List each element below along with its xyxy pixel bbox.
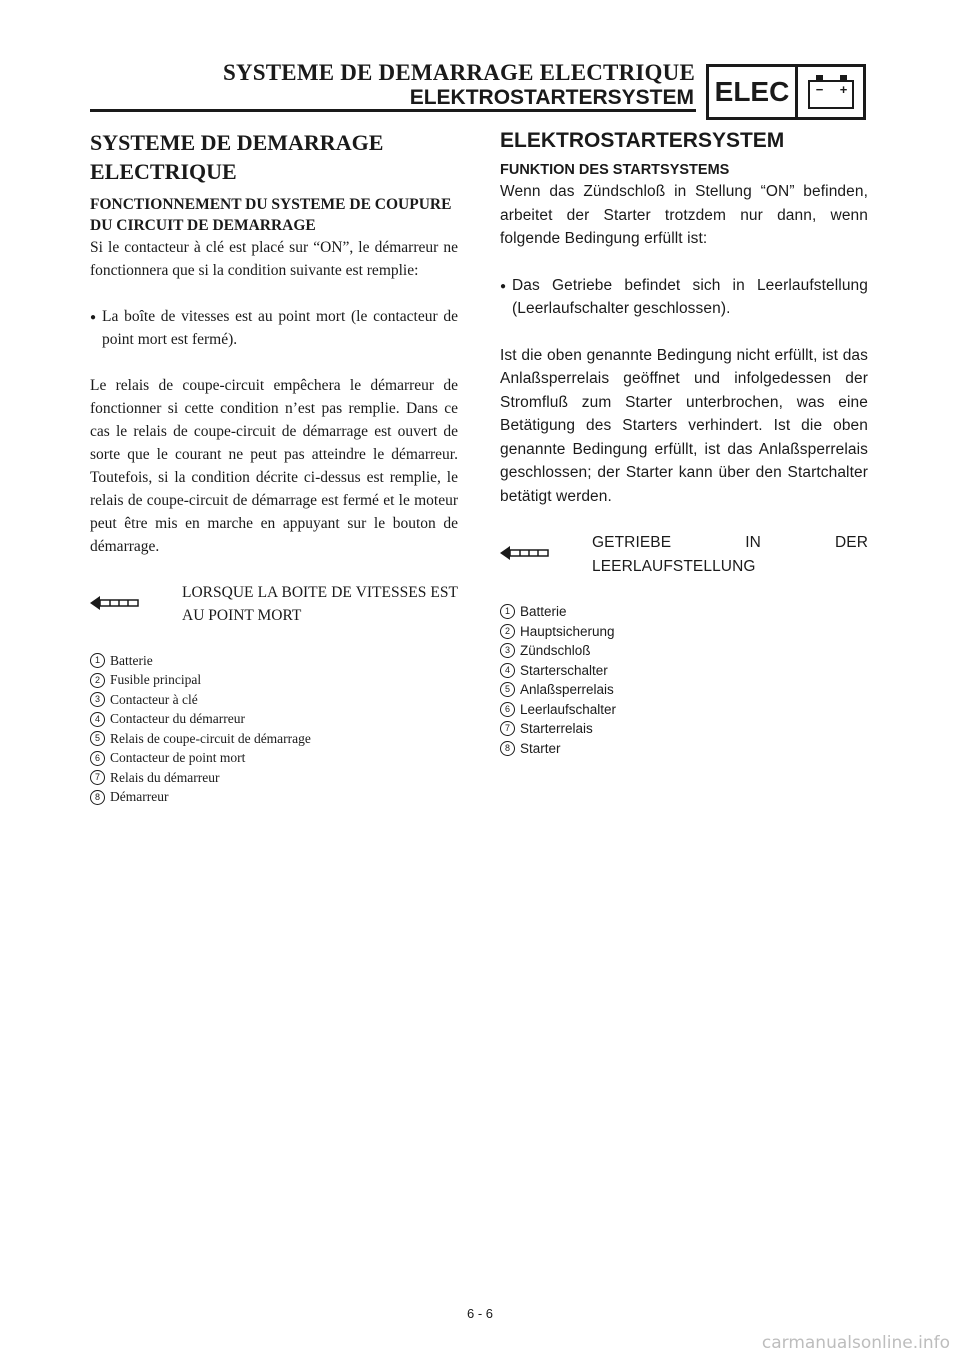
body-paragraph-de: Ist die oben genannte Bedingung nicht erfüllt, ist das Anlaßsperrelais geöffnet und infolgedessen der Stromfluß zum Starter unterbrochen, was eine Betätigung des Starters verhindert. Ist die oben genannte Bedingung erfüllt, ist das Anlaßsperrelais geschlossen; der Starter kann über den Startchalter betätigt werden.: [500, 346, 868, 505]
item-label: Starterrelais: [520, 721, 593, 737]
item-label: Contacteur du démarreur: [110, 711, 245, 727]
bullet-dot-icon: ●: [90, 312, 97, 323]
item-label: Batterie: [520, 604, 567, 620]
arrow-legend-text-fr: LORSQUE LA BOITE DE VITESSES EST AU POINT MORT: [182, 584, 458, 624]
header-title-de: ELEKTROSTARTERSYSTEM: [409, 86, 694, 109]
battery-icon: [798, 67, 863, 117]
current-flow-arrow-icon: [90, 581, 182, 616]
subsection-title-fr: FONCTIONNEMENT DU SYSTEME DE COUPURE DU CIRCUIT DE DEMARRAGE: [90, 196, 452, 234]
item-number-badge: 6: [90, 751, 105, 766]
bullet-dot-icon: ●: [500, 280, 507, 292]
current-flow-arrow-icon: [500, 531, 592, 566]
header-rule: [90, 109, 696, 112]
item-label: Relais du démarreur: [110, 769, 220, 785]
item-label: Contacteur à clé: [110, 691, 198, 707]
condition-text-de: Das Getriebe befindet sich in Leerlaufstellung (Leerlaufschalter geschlossen).: [512, 276, 868, 317]
item-number-badge: 4: [90, 712, 105, 727]
item-label: Hauptsicherung: [520, 623, 615, 639]
section-title-de: ELEKTROSTARTERSYSTEM: [500, 129, 785, 152]
item-label: Zündschloß: [520, 643, 591, 659]
parts-list-item: [500, 622, 868, 642]
parts-list-item: [90, 768, 458, 788]
battery-minus-sign: −: [815, 82, 823, 97]
watermark-text: carmanualsonline.info: [761, 1333, 950, 1353]
parts-list-item: [500, 602, 868, 622]
parts-list-item: [90, 671, 458, 691]
item-number-badge: 6: [500, 702, 515, 717]
parts-list-item: [90, 651, 458, 671]
condition-bullet-fr: [90, 305, 458, 351]
parts-list-item: [90, 729, 458, 749]
item-label: Démarreur: [110, 789, 169, 805]
body-paragraph-fr: Le relais de coupe-circuit empêchera le démarreur de fonctionner si cette condition n’est pas remplie. Dans ce cas le relais de coupe-circuit de démarrage est ouvert de sorte que le courant ne peut pas atteindre le démarreur. Toutefois, si la condition décrite ci-dessus est remplie, le relais de coupe-circuit de démarrage est fermé et le moteur peut être mis en marche en appuyant sur le bouton de démarrage.: [90, 377, 458, 555]
item-number-badge: 5: [500, 682, 515, 697]
parts-list-item: [500, 739, 868, 759]
parts-list-item: [500, 719, 868, 739]
section-badge-label: ELEC: [709, 67, 798, 117]
item-number-badge: 5: [90, 731, 105, 746]
item-label: Contacteur de point mort: [110, 750, 246, 766]
page-number: 6 - 6: [466, 1306, 493, 1321]
parts-list-item: [500, 661, 868, 681]
battery-plus-sign: +: [839, 82, 847, 97]
arrow-legend-fr: [90, 581, 458, 627]
item-label: Leerlaufschalter: [520, 701, 617, 717]
parts-list-item: [500, 680, 868, 700]
arrow-legend-de: [500, 531, 868, 578]
intro-paragraph-fr: Si le contacteur à clé est placé sur “ON”, le démarreur ne fonctionnera que si la condition suivante est remplie:: [90, 239, 458, 279]
parts-list-item: [90, 788, 458, 808]
parts-list-item: [90, 710, 458, 730]
condition-text-fr: La boîte de vitesses est au point mort (le contacteur de point mort est fermé).: [102, 308, 458, 348]
item-number-badge: 3: [90, 692, 105, 707]
item-label: Starter: [520, 740, 561, 756]
parts-list-item: [500, 641, 868, 661]
header-title-fr: SYSTEME DE DEMARRAGE ELECTRIQUE: [222, 60, 695, 85]
section-title-fr: SYSTEME DE DEMARRAGE ELECTRIQUE: [90, 130, 384, 184]
arrow-legend-text-de: GETRIEBE IN DER LEERLAUFSTELLUNG: [592, 534, 868, 575]
item-number-badge: 3: [500, 643, 515, 658]
parts-list-de: [500, 602, 868, 758]
french-column: [90, 128, 458, 807]
item-number-badge: 1: [500, 604, 515, 619]
item-label: Anlaßsperrelais: [520, 682, 614, 698]
subsection-title-de: FUNKTION DES STARTSYSTEMS: [500, 162, 730, 178]
parts-list-fr: [90, 651, 458, 807]
item-number-badge: 2: [90, 673, 105, 688]
item-number-badge: 7: [90, 770, 105, 785]
item-label: Relais de coupe-circuit de démarrage: [110, 730, 311, 746]
intro-paragraph-de: Wenn das Zündschloß in Stellung “ON” befinden, arbeitet der Starter trotzdem nur dann, wenn folgende Bedingung erfüllt ist:: [500, 183, 868, 247]
item-label: Batterie: [110, 652, 153, 668]
parts-list-item: [500, 700, 868, 720]
item-number-badge: 8: [90, 790, 105, 805]
item-label: Starterschalter: [520, 662, 608, 678]
condition-bullet-de: [500, 274, 868, 321]
item-number-badge: 2: [500, 624, 515, 639]
item-number-badge: 8: [500, 741, 515, 756]
item-number-badge: 4: [500, 663, 515, 678]
german-column: [500, 128, 868, 758]
parts-list-item: [90, 749, 458, 769]
parts-list-item: [90, 690, 458, 710]
item-number-badge: 7: [500, 721, 515, 736]
item-number-badge: 1: [90, 653, 105, 668]
section-badge: [706, 64, 866, 120]
item-label: Fusible principal: [110, 672, 202, 688]
